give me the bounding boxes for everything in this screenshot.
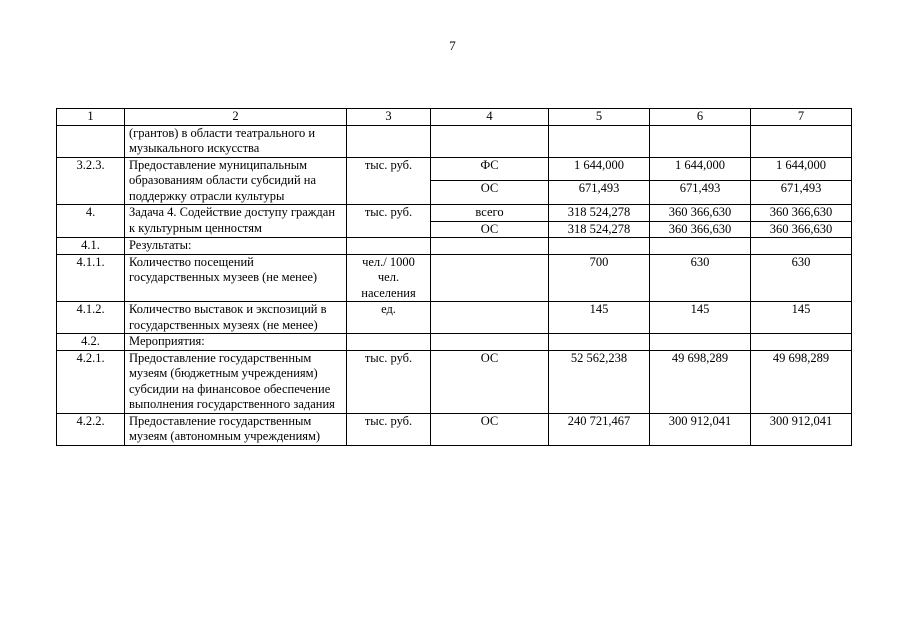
- value-cell-col6: 360 366,630: [650, 205, 751, 222]
- value-cell-col6: 300 912,041: [650, 413, 751, 445]
- header-cell: 2: [125, 109, 347, 126]
- table-row: [57, 350, 852, 413]
- source-cell: ОС: [431, 350, 549, 413]
- row-unit-cell: ед.: [347, 302, 431, 334]
- row-number-cell: 4.1.1.: [57, 254, 125, 302]
- value-cell-col7: 360 366,630: [751, 221, 852, 238]
- source-cell: [431, 238, 549, 255]
- header-cell: 6: [650, 109, 751, 126]
- value-cell-col7: 1 644,000: [751, 157, 852, 181]
- page-number: 7: [449, 38, 456, 53]
- value-cell-col7: 671,493: [751, 181, 852, 205]
- table-row: [57, 413, 852, 445]
- value-cell-col7: 630: [751, 254, 852, 302]
- value-cell-col7: [751, 334, 852, 351]
- row-number-cell: 4.2.: [57, 334, 125, 351]
- source-cell: [431, 125, 549, 157]
- source-cell: ОС: [431, 181, 549, 205]
- table-row: [57, 125, 852, 157]
- row-unit-cell: тыс. руб.: [347, 413, 431, 445]
- row-name-cell: Задача 4. Содействие доступу граждан к культурным ценностям: [125, 205, 347, 238]
- table-row: [57, 302, 852, 334]
- row-number-cell: [57, 125, 125, 157]
- table-row: [57, 238, 852, 255]
- value-cell-col7: 300 912,041: [751, 413, 852, 445]
- table-row: [57, 334, 852, 351]
- value-cell-col5: 318 524,278: [549, 205, 650, 222]
- row-unit-cell: тыс. руб.: [347, 350, 431, 413]
- value-cell-col7: 360 366,630: [751, 205, 852, 222]
- row-number-cell: 4.: [57, 205, 125, 238]
- row-unit-cell: тыс. руб.: [347, 157, 431, 205]
- source-cell: [431, 254, 549, 302]
- header-cell: 1: [57, 109, 125, 126]
- value-cell-col6: 630: [650, 254, 751, 302]
- row-name-cell: (грантов) в области театрального и музыкального искусства: [125, 125, 347, 157]
- program-table: [56, 108, 852, 446]
- value-cell-col6: 145: [650, 302, 751, 334]
- source-cell: ОС: [431, 221, 549, 238]
- header-cell: 4: [431, 109, 549, 126]
- source-cell: [431, 334, 549, 351]
- value-cell-col6: 49 698,289: [650, 350, 751, 413]
- value-cell-col6: 671,493: [650, 181, 751, 205]
- value-cell-col6: [650, 238, 751, 255]
- value-cell-col6: 1 644,000: [650, 157, 751, 181]
- source-cell: ФС: [431, 157, 549, 181]
- value-cell-col5: 240 721,467: [549, 413, 650, 445]
- header-cell: 7: [751, 109, 852, 126]
- value-cell-col6: [650, 334, 751, 351]
- row-number-cell: 3.2.3.: [57, 157, 125, 205]
- row-name-cell: Предоставление государственным музеям (бюджетным учреждениям) субсидии на финансовое обеспечение выполнения государственного задания: [125, 350, 347, 413]
- row-number-cell: 4.1.2.: [57, 302, 125, 334]
- row-number-cell: 4.2.1.: [57, 350, 125, 413]
- row-name-cell: Результаты:: [125, 238, 347, 255]
- value-cell-col6: [650, 125, 751, 157]
- value-cell-col5: 700: [549, 254, 650, 302]
- row-name-cell: Предоставление муниципальным образованиям области субсидий на поддержку отрасли культуры: [125, 157, 347, 205]
- value-cell-col5: 671,493: [549, 181, 650, 205]
- table-row: [57, 254, 852, 302]
- value-cell-col5: [549, 238, 650, 255]
- table-body: [57, 109, 852, 446]
- value-cell-col7: 145: [751, 302, 852, 334]
- table-row: [57, 205, 852, 222]
- value-cell-col5: [549, 125, 650, 157]
- row-unit-cell: [347, 334, 431, 351]
- table-row: [57, 157, 852, 181]
- row-name-cell: Мероприятия:: [125, 334, 347, 351]
- row-number-cell: 4.2.2.: [57, 413, 125, 445]
- value-cell-col7: 49 698,289: [751, 350, 852, 413]
- value-cell-col5: 1 644,000: [549, 157, 650, 181]
- row-unit-cell: чел./ 1000 чел. населения: [347, 254, 431, 302]
- row-unit-cell: [347, 125, 431, 157]
- value-cell-col7: [751, 125, 852, 157]
- header-cell: 5: [549, 109, 650, 126]
- value-cell-col7: [751, 238, 852, 255]
- source-cell: [431, 302, 549, 334]
- value-cell-col5: 145: [549, 302, 650, 334]
- value-cell-col5: [549, 334, 650, 351]
- header-cell: 3: [347, 109, 431, 126]
- row-unit-cell: [347, 238, 431, 255]
- row-unit-cell: тыс. руб.: [347, 205, 431, 238]
- table-header-row: [57, 109, 852, 126]
- value-cell-col5: 318 524,278: [549, 221, 650, 238]
- row-number-cell: 4.1.: [57, 238, 125, 255]
- source-cell: ОС: [431, 413, 549, 445]
- row-name-cell: Предоставление государственным музеям (автономным учреждениям): [125, 413, 347, 445]
- source-cell: всего: [431, 205, 549, 222]
- value-cell-col6: 360 366,630: [650, 221, 751, 238]
- value-cell-col5: 52 562,238: [549, 350, 650, 413]
- row-name-cell: Количество посещений государственных музеев (не менее): [125, 254, 347, 302]
- row-name-cell: Количество выставок и экспозиций в государственных музеях (не менее): [125, 302, 347, 334]
